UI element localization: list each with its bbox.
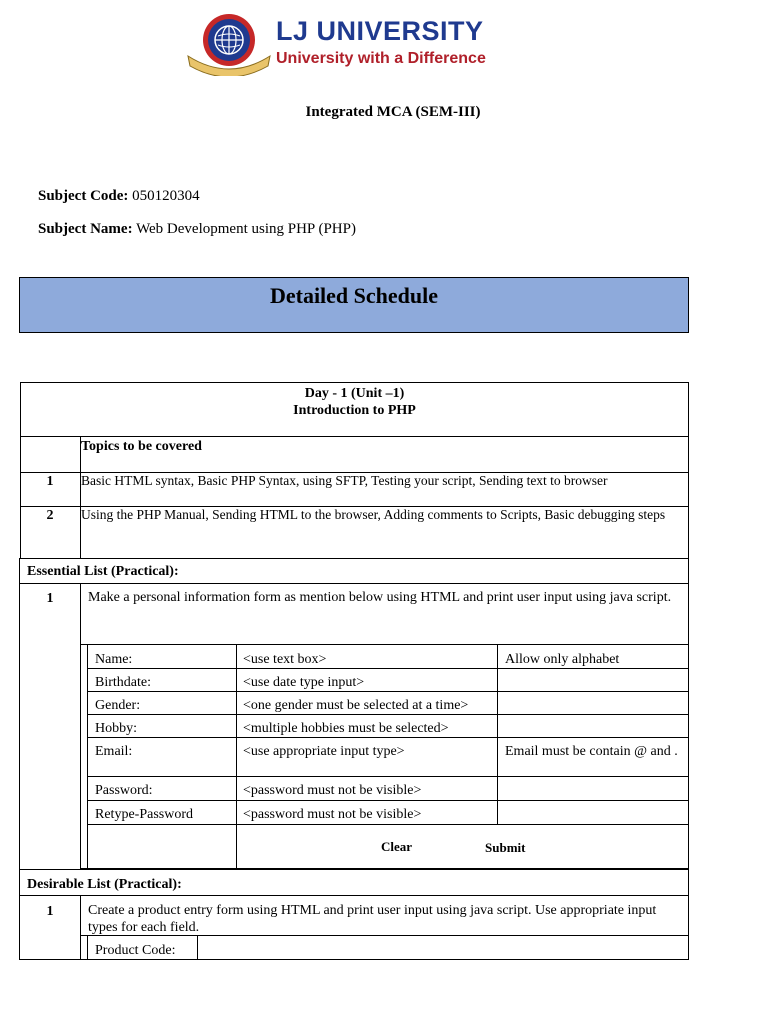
form-field-note: Allow only alphabet <box>505 652 620 667</box>
topic-text: Basic HTML syntax, Basic PHP Syntax, using SFTP, Testing your script, Sending text to browser <box>81 473 608 488</box>
subject-code-value: 050120304 <box>132 188 200 204</box>
desirable-list-header: Desirable List (Practical): <box>27 877 182 892</box>
form-field-input: <use text box> <box>243 652 327 667</box>
subject-code <box>38 188 200 205</box>
subject-name-value: Web Development using PHP (PHP) <box>136 221 356 237</box>
day-subtitle: Introduction to PHP <box>293 403 416 418</box>
form-field-label: Retype-Password <box>95 807 193 822</box>
topic-number: 2 <box>46 508 54 523</box>
form-field-label: Email: <box>95 744 133 759</box>
form-field-input: <password must not be visible> <box>243 807 422 822</box>
schedule-title: Detailed Schedule <box>269 283 439 308</box>
topic-number: 1 <box>46 474 54 489</box>
practical-number: 1 <box>46 591 54 606</box>
topic-text: Using the PHP Manual, Sending HTML to the browser, Adding comments to Scripts, Basic debugging steps <box>81 507 666 522</box>
form-field-input: <one gender must be selected at a time> <box>243 698 469 713</box>
form-field-input: <use appropriate input type> <box>243 744 405 759</box>
form-field-label: Hobby: <box>95 721 137 736</box>
submit-button: Submit <box>485 840 526 855</box>
subject-name-label: Subject Name: <box>38 221 133 237</box>
logo-name: LJ UNIVERSITY <box>276 16 484 46</box>
topics-header: Topics to be covered <box>81 439 202 454</box>
clear-button: Clear <box>381 839 413 854</box>
form-field-label: Name: <box>95 652 133 667</box>
form-field-input: <multiple hobbies must be selected> <box>243 721 449 736</box>
practical-text: Make a personal information form as mention below using HTML and print user input using java script. <box>88 590 672 605</box>
university-emblem-icon <box>184 12 274 76</box>
form-field-input: <use date type input> <box>243 675 365 690</box>
form-field-note: Email must be contain @ and . <box>505 744 678 759</box>
schedule-banner <box>19 277 689 333</box>
form-field-label: Birthdate: <box>95 675 151 690</box>
university-logo <box>184 12 524 76</box>
day-title: Day - 1 (Unit –1) <box>304 386 405 401</box>
subject-name <box>38 221 356 238</box>
form-field-label: Product Code: <box>95 943 176 958</box>
logo-tagline: University with a Difference <box>276 50 486 67</box>
subject-code-label: Subject Code: <box>38 188 129 204</box>
form-field-label: Password: <box>95 783 153 798</box>
practical-text: Create a product entry form using HTML and print user input using java script. Use appropriate input types for each field. <box>88 903 657 935</box>
program-title: Integrated MCA (SEM-III) <box>305 104 481 120</box>
form-field-input: <password must not be visible> <box>243 783 422 798</box>
essential-list-header: Essential List (Practical): <box>27 564 179 579</box>
form-field-label: Gender: <box>95 698 141 713</box>
practical-number: 1 <box>46 904 54 919</box>
